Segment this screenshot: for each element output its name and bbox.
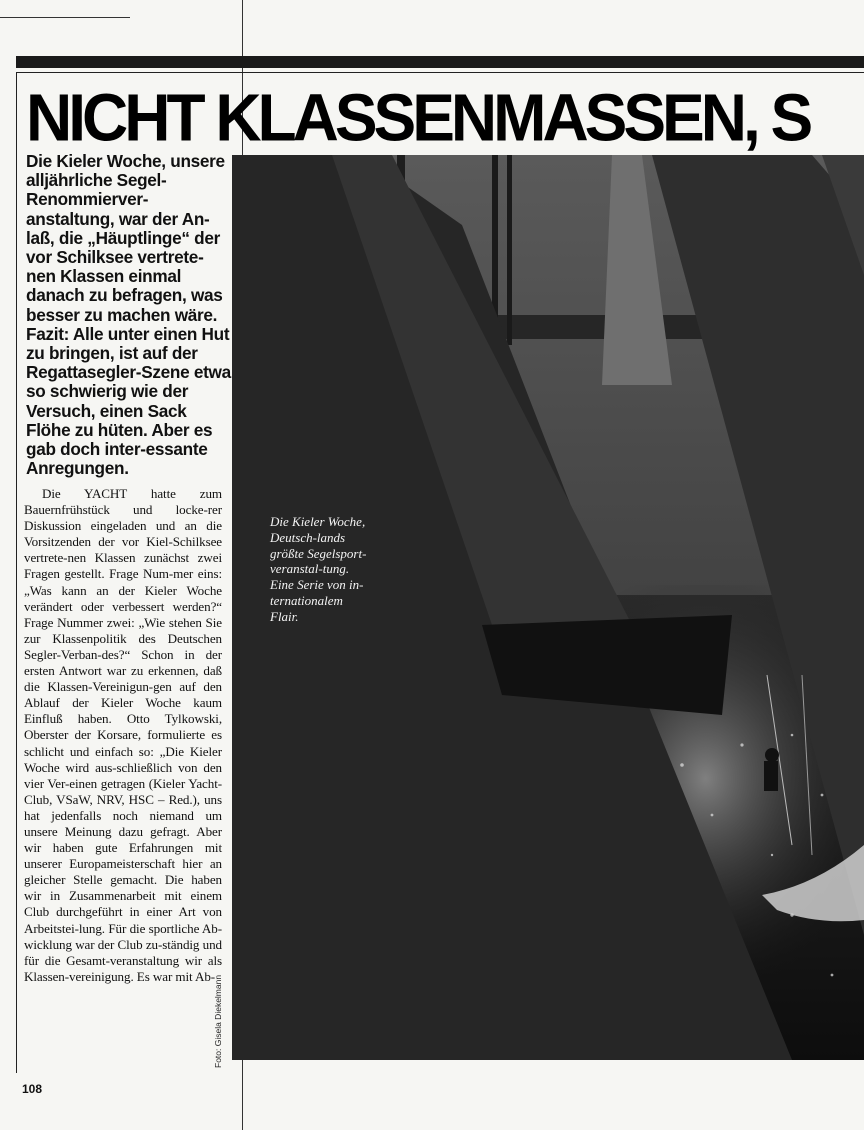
page-number: 108 <box>22 1082 43 1096</box>
photo-credit: Foto: Gisela Diekelmann <box>213 974 223 1068</box>
photo-caption: Die Kieler Woche, Deutsch-lands größte Segelsport-veranstal-tung. Eine Serie von in-ternationalem Flair. <box>270 514 367 624</box>
article-body: Die YACHT hatte zum Bauernfrühstück und locke-rer Diskussion eingeladen und an die Vorsitzenden der vor Kiel-Schilksee vertrete-nen Klassen zunächst zwei Fragen gestellt. Frage Num-mer eins: „Was kann an der Kieler Woche verändert oder verbessert werden?“ Frage Nummer zwei: „Wie stehen Sie zur Klassenpolitik des Deutschen Segler-Verban-des?“ Schon in der ersten Antwort war zu erkennen, daß die Klassen-Vereinigun-gen auf den Ablauf der Kieler Woche kaum Einfluß haben. Otto Tylkowski, Oberster der Korsare, formulierte es schlicht und einfach so: „Die Kieler Woche wird aus-schließlich von den vier Ver-einen getragen (Kieler Yacht-Club, VSaW, NRV, HSC – Red.), uns hat jedenfalls noch niemand um unsere Meinung dazu gefragt. Aber wir haben gute Erfahrungen mit unserer Europameisterschaft hier an gleicher Stelle gemacht. Die haben wir in Zusammenarbeit mit einem Club durchgeführt in einer Art von Arbeitstei-lung. Für die sportliche Ab-wicklung war der Club zu-ständig und für die Gesamt-veranstaltung wir als Klassen-vereinigung. Es war mit Ab- <box>24 486 222 984</box>
header-rule <box>16 56 864 68</box>
article-headline: NICHT KLASSENMASSEN, S <box>26 79 810 156</box>
article-intro: Die Kieler Woche, unsere alljährliche Segel-Renommierver-anstaltung, war der An-laß, die „Häuptlinge“ der vor Schilksee vertrete-nen Klassen einmal danach zu befragen, was besser zu machen wäre. Fazit: Alle unter einen Hut zu bringen, ist auf der Regattasegler-Szene etwa so schwierig wie der Versuch, einen Sack Flöhe zu hüten. Aber es gab doch inter-essante Anregungen. <box>26 151 231 479</box>
crop-mark-horizontal <box>0 17 130 18</box>
